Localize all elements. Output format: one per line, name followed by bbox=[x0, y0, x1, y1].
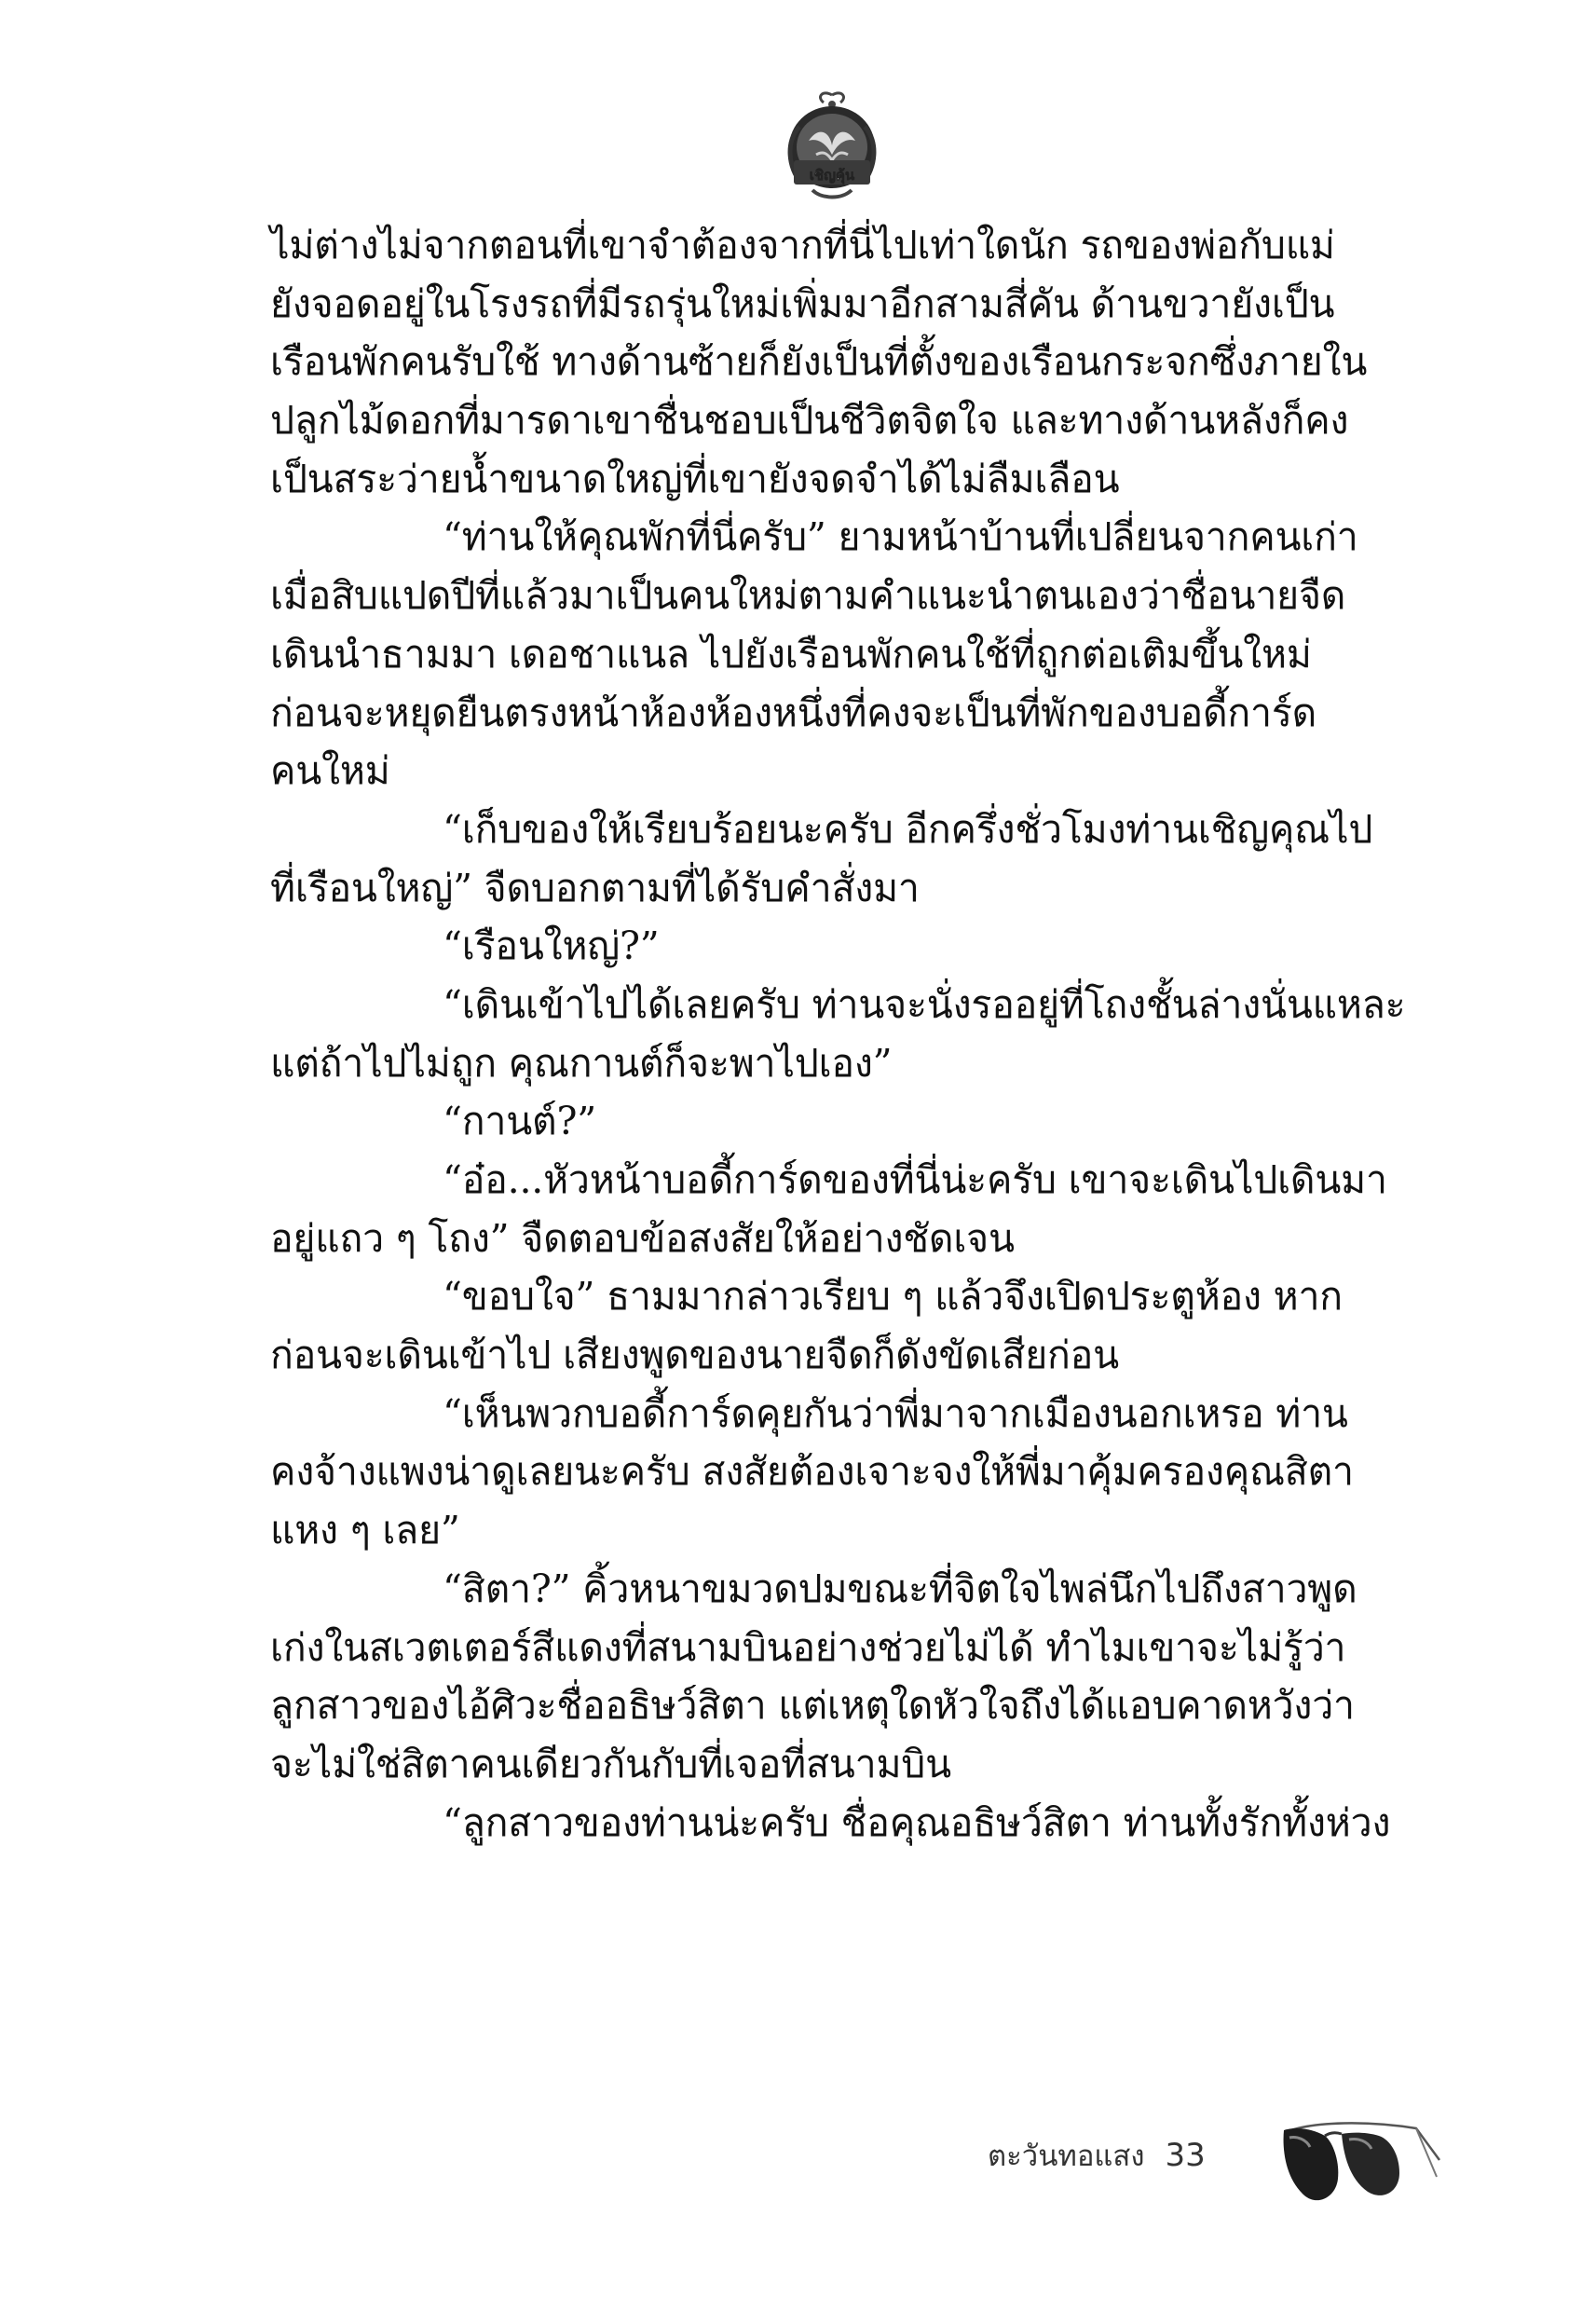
text-line: “เห็นพวกบอดี้การ์ดคุยกันว่าพี่มาจากเมืองนอกเหรอ ท่าน bbox=[443, 1390, 1348, 1436]
text-line: “กานต์?” bbox=[443, 1099, 597, 1144]
text-line: อยู่แถว ๆ โถง” จืดตอบข้อสงสัยให้อย่างชัดเจน bbox=[270, 1215, 1015, 1261]
page-body-text bbox=[270, 216, 1416, 1852]
text-line: “ขอบใจ” ธามมากล่าวเรียบ ๆ แล้วจึงเปิดประตูห้อง หาก bbox=[443, 1274, 1343, 1320]
text-line: “สิตา?” คิ้วหนาขมวดปมขณะที่จิตใจไพล่นึกไปถึงสาวพูด bbox=[443, 1566, 1357, 1611]
ornament-icon bbox=[781, 89, 883, 205]
book-title: ตะวันทอแสง bbox=[988, 2140, 1145, 2173]
page-number: 33 bbox=[1165, 2137, 1206, 2174]
sunglasses-icon bbox=[1276, 2113, 1444, 2216]
text-line: เรือนพักคนรับใช้ ทางด้านซ้ายก็ยังเป็นที่ตั้งของเรือนกระจกซึ่งภายใน bbox=[270, 339, 1368, 385]
text-line: “เดินเข้าไปได้เลยครับ ท่านจะนั่งรออยู่ที่โถงชั้นล่างนั่นแหละ bbox=[443, 981, 1406, 1027]
text-line: “เก็บของให้เรียบร้อยนะครับ อีกครึ่งชั่วโมงท่านเชิญคุณไป bbox=[443, 806, 1373, 852]
text-line: เก่งในสเวตเตอร์สีแดงที่สนามบินอย่างช่วยไม่ได้ ทำไมเขาจะไม่รู้ว่า bbox=[270, 1624, 1346, 1670]
text-line: “อ๋อ...หัวหน้าบอดี้การ์ดของที่นี่น่ะครับ เขาจะเดินไปเดินมา bbox=[443, 1157, 1387, 1202]
page-footer bbox=[988, 2123, 1206, 2188]
text-line: ไม่ต่างไม่จากตอนที่เขาจำต้องจากที่นี่ไปเท่าใดนัก รถของพ่อกับแม่ bbox=[270, 223, 1335, 267]
text-line: จะไม่ใช่สิตาคนเดียวกันกับที่เจอที่สนามบิน bbox=[270, 1741, 951, 1786]
text-line: “ท่านให้คุณพักที่นี่ครับ” ยามหน้าบ้านที่เปลี่ยนจากคนเก่า bbox=[443, 514, 1358, 560]
text-line: เป็นสระว่ายน้ำขนาดใหญ่ที่เขายังจดจำได้ไม่ลืมเลือน bbox=[270, 456, 1120, 501]
text-line: คนใหม่ bbox=[270, 748, 390, 794]
text-line: เดินนำธามมา เดอชาแนล ไปยังเรือนพักคนใช้ที่ถูกต่อเติมขึ้นใหม่ bbox=[270, 631, 1312, 677]
text-line: ก่อนจะหยุดยืนตรงหน้าห้องห้องหนึ่งที่คงจะเป็นที่พักของบอดี้การ์ด bbox=[270, 690, 1317, 735]
logo-text: เชิญคุ้น bbox=[809, 167, 855, 184]
text-line: ที่เรือนใหญ่” จืดบอกตามที่ได้รับคำสั่งมา bbox=[270, 865, 920, 910]
chapter-logo bbox=[781, 89, 883, 205]
text-line: แต่ถ้าไปไม่ถูก คุณกานต์ก็จะพาไปเอง” bbox=[270, 1040, 893, 1086]
text-line: “เรือนใหญ่?” bbox=[443, 923, 660, 969]
text-line: ลูกสาวของไอ้ศิวะชื่ออธิษว์สิตา แต่เหตุใดหัวใจถึงได้แอบคาดหวังว่า bbox=[270, 1683, 1355, 1729]
text-line: ก่อนจะเดินเข้าไป เสียงพูดของนายจืดก็ดังขัดเสียก่อน bbox=[270, 1333, 1119, 1378]
text-line: ยังจอดอยู่ในโรงรถที่มีรถรุ่นใหม่เพิ่มมาอีกสามสี่คัน ด้านขวายังเป็น bbox=[270, 280, 1335, 326]
text-line: ปลูกไม้ดอกที่มารดาเขาชื่นชอบเป็นชีวิตจิตใจ และทางด้านหลังก็คง bbox=[270, 398, 1349, 444]
text-line: เมื่อสิบแปดปีที่แล้วมาเป็นคนใหม่ตามคำแนะนำตนเองว่าชื่อนายจืด bbox=[270, 573, 1346, 619]
text-line: แหง ๆ เลย” bbox=[270, 1508, 460, 1553]
text-line: “ลูกสาวของท่านน่ะครับ ชื่อคุณอธิษว์สิตา ท่านทั้งรักทั้งห่วง bbox=[443, 1799, 1391, 1845]
text-line: คงจ้างแพงน่าดูเลยนะครับ สงสัยต้องเจาะจงให้พี่มาคุ้มครองคุณสิตา bbox=[270, 1449, 1354, 1495]
